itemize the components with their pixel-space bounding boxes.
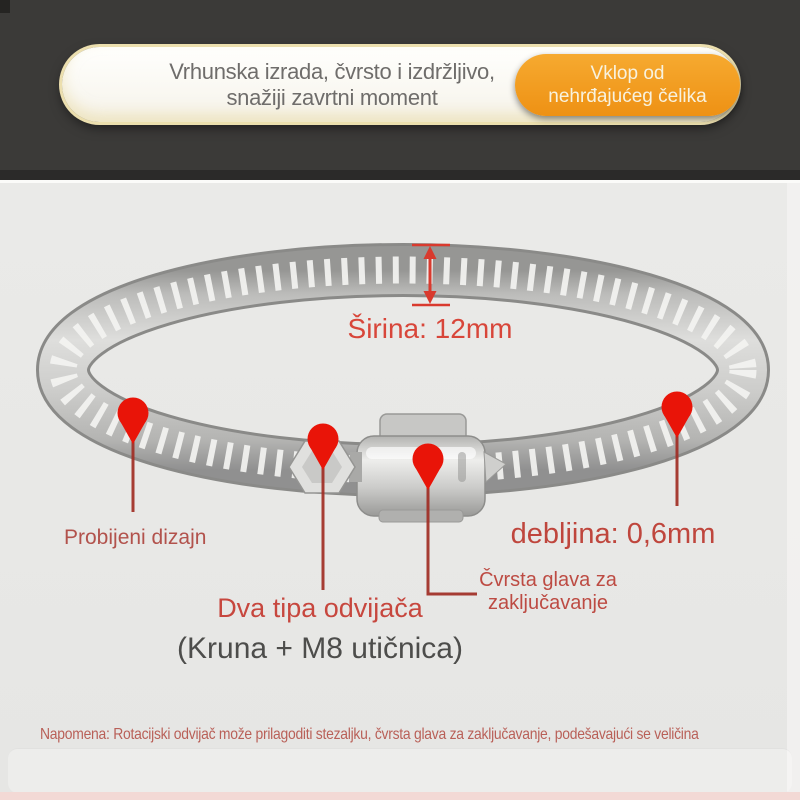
badge-line1: Vklop od xyxy=(590,63,665,84)
housing-lip xyxy=(379,510,463,522)
perforated-design-label: Probijeni dizajn xyxy=(64,526,207,549)
headline-line2: snažiji zavrtni moment xyxy=(226,84,438,110)
lock-head-line1: Čvrsta glava za xyxy=(479,569,617,591)
headline-line1: Vrhunska izrada, čvrsto i izdržljivo, xyxy=(169,58,495,84)
footer-note: Napomena: Rotacijski odvijač može prilagoditi stezaljku, čvrsta glava za zaključavanje, podešavajući se veličina xyxy=(40,726,699,743)
driver-types-sublabel: (Kruna + M8 utičnica) xyxy=(177,632,463,665)
note-panel xyxy=(8,748,792,793)
product-stage xyxy=(0,183,800,800)
lock-head-label xyxy=(478,569,618,615)
badge-line2: nehrđajućeg čelika xyxy=(548,86,707,107)
width-label: Širina: 12mm xyxy=(347,313,513,344)
bottom-pink-strip xyxy=(0,792,800,800)
lock-head-line2: zaključavanje xyxy=(487,592,609,614)
thickness-label: debljina: 0,6mm xyxy=(510,518,716,550)
driver-types-label: Dva tipa odvijača xyxy=(217,593,423,623)
